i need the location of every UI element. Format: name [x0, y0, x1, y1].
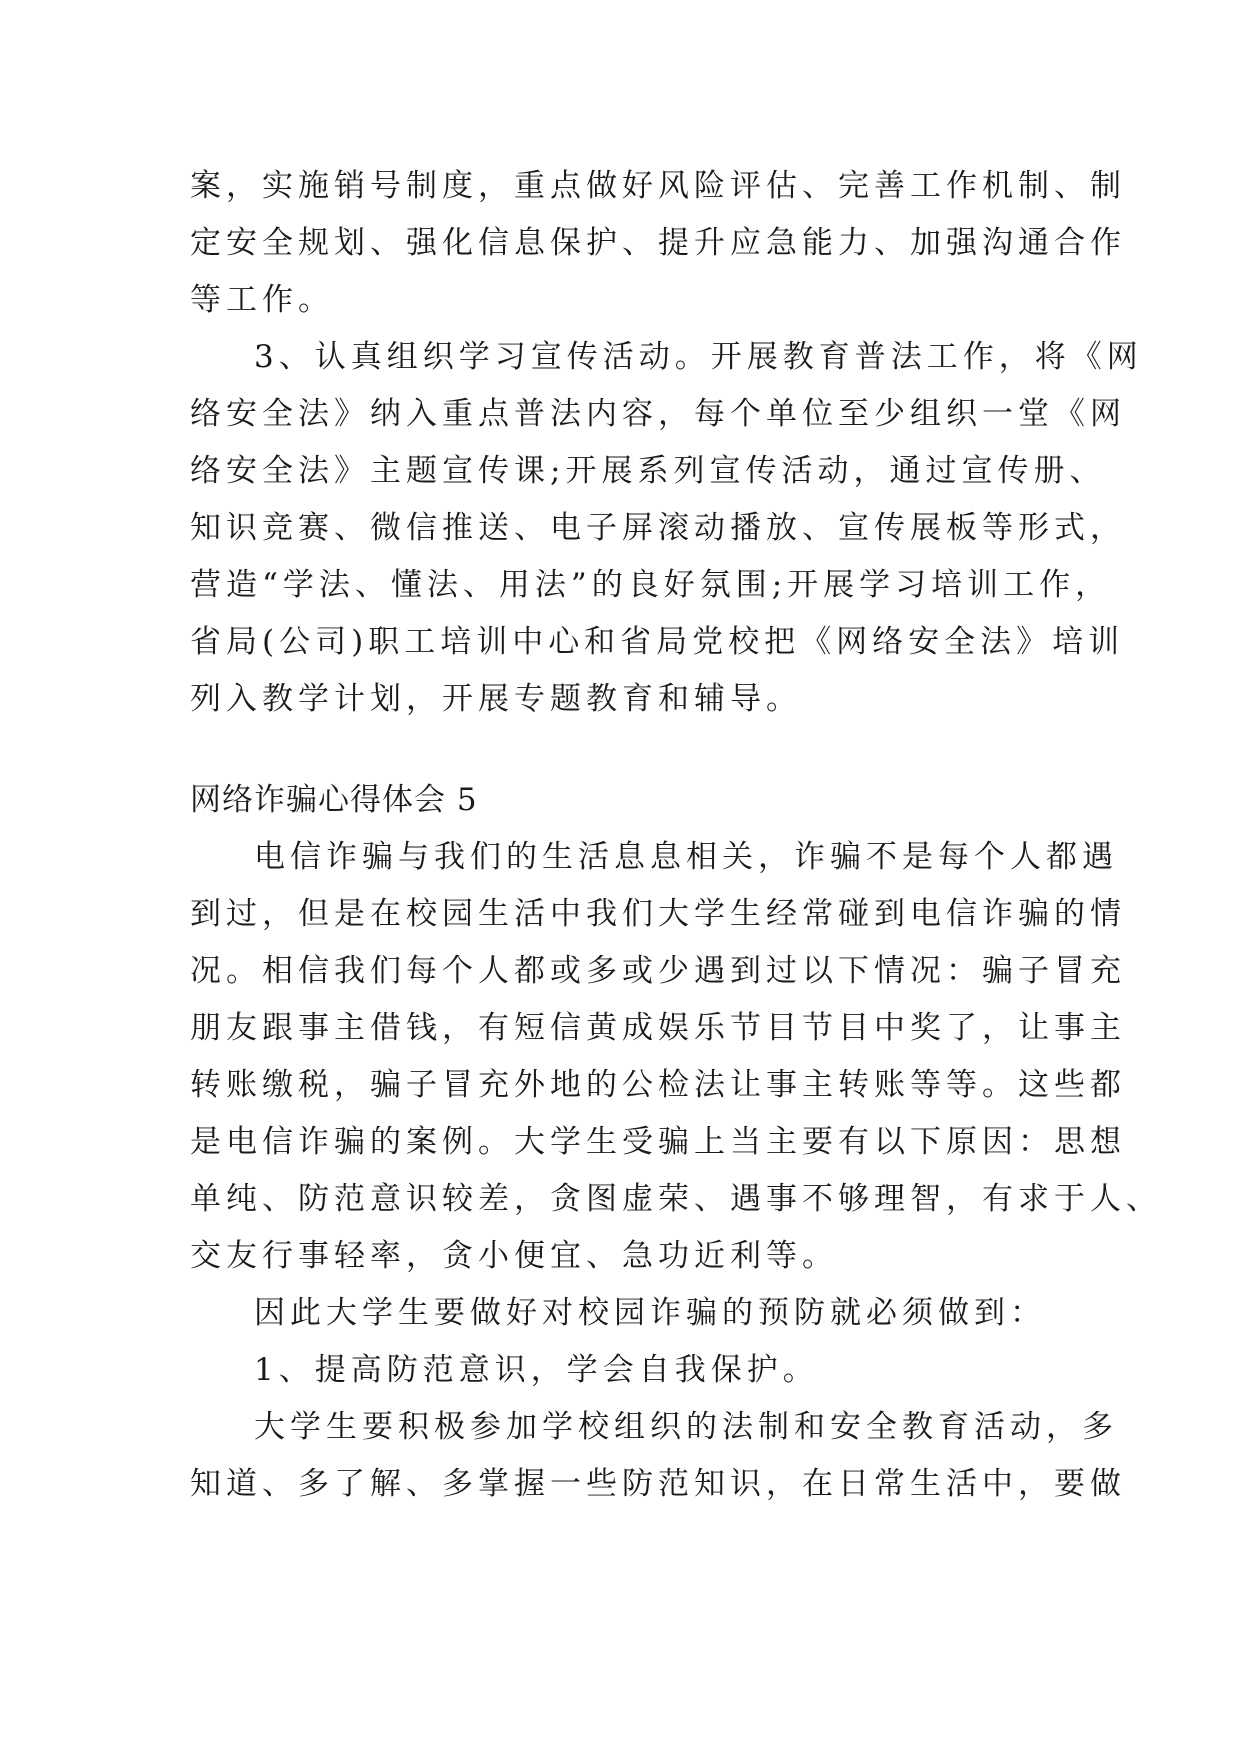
- text-line: 知道、多了解、多掌握一些防范知识，在日常生活中，要做: [190, 1466, 1126, 1502]
- document-body: [190, 158, 1162, 1513]
- text-line: 况。相信我们每个人都或多或少遇到过以下情况：骗子冒充: [190, 953, 1126, 989]
- paragraph-study-campaign: [190, 329, 1143, 728]
- text-line: 3、认真组织学习宣传活动。开展教育普法工作，将《网: [254, 339, 1143, 375]
- text-line: 是电信诈骗的案例。大学生受骗上当主要有以下原因：思想: [190, 1124, 1126, 1160]
- paragraph-continuation: [190, 158, 1126, 329]
- text-line: 1、提高防范意识，学会自我保护。: [254, 1352, 819, 1388]
- text-line: 知识竞赛、微信推送、电子屏滚动播放、宣传展板等形式，: [190, 510, 1126, 546]
- text-line: 定安全规划、强化信息保护、提升应急能力、加强沟通合作: [190, 225, 1126, 261]
- text-line: 转账缴税，骗子冒充外地的公检法让事主转账等等。这些都: [190, 1067, 1126, 1103]
- paragraph-prevention-intro: [190, 1285, 1050, 1342]
- paragraph-telecom-fraud: [190, 829, 1162, 1285]
- text-line: 交友行事轻率，贪小便宜、急功近利等。: [190, 1238, 838, 1274]
- text-line: 省局(公司)职工培训中心和省局党校把《网络安全法》培训: [190, 624, 1125, 660]
- section-heading: 网络诈骗心得体会 5: [190, 782, 478, 818]
- text-line: 单纯、防范意识较差，贪图虚荣、遇事不够理智，有求于人、: [190, 1181, 1162, 1217]
- paragraph-education: [190, 1399, 1126, 1513]
- text-line: 到过，但是在校园生活中我们大学生经常碰到电信诈骗的情: [190, 896, 1126, 932]
- text-line: 因此大学生要做好对校园诈骗的预防就必须做到：: [254, 1295, 1046, 1331]
- paragraph-point-1: [190, 1342, 1050, 1399]
- text-line: 案，实施销号制度，重点做好风险评估、完善工作机制、制: [190, 168, 1126, 204]
- text-line: 络安全法》主题宣传课;开展系列宣传活动，通过宣传册、: [190, 453, 1106, 489]
- text-line: 电信诈骗与我们的生活息息相关，诈骗不是每个人都遇: [254, 839, 1118, 875]
- text-line: 朋友跟事主借钱，有短信黄成娱乐节目节目中奖了，让事主: [190, 1010, 1126, 1046]
- text-line: 络安全法》纳入重点普法内容，每个单位至少组织一堂《网: [190, 396, 1126, 432]
- text-line: 列入教学计划，开展专题教育和辅导。: [190, 681, 802, 717]
- text-line: 等工作。: [190, 282, 334, 318]
- text-line: 大学生要积极参加学校组织的法制和安全教育活动，多: [254, 1409, 1118, 1445]
- text-line: 营造“学法、懂法、用法”的良好氛围;开展学习培训工作，: [190, 567, 1112, 603]
